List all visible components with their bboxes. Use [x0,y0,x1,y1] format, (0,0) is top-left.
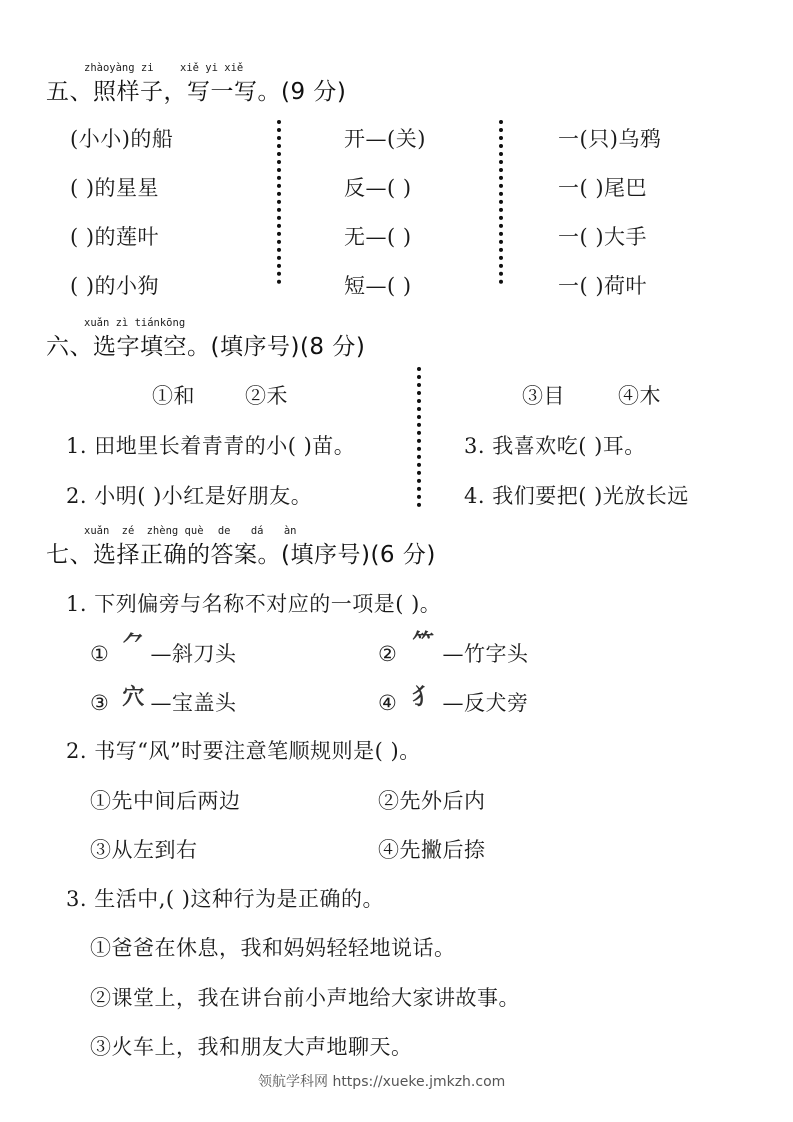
s6-question: 4. 我们要把( )光放长远 [464,484,689,508]
section5-title: 五、照样子，写一写。(9 分) [46,79,347,105]
q2-question: 2. 书写“风”时要注意笔顺规则是( )。 [66,739,421,763]
q1-option-3 [90,686,237,717]
s6-question: 3. 我喜欢吃( )耳。 [464,434,646,458]
s5-col2-item: 开—(关) [344,127,426,151]
option-number: ① [90,642,110,666]
dotted-divider [277,120,281,284]
s6-question: 2. 小明( )小红是好朋友。 [66,484,313,508]
radical-bamboo-icon: ⺮ [412,630,435,655]
pinyin-syllable: què [184,525,204,537]
dotted-divider [499,120,503,284]
radical-dog-icon: 犭 [412,685,435,710]
radical-slanted-knife-icon: ⺈ [122,632,145,657]
radical-name: —竹字头 [442,642,529,666]
s5-col2-item: 短—( ) [344,274,412,298]
s5-col1-item: ( )的莲叶 [70,225,160,249]
q3-option: ①爸爸在休息，我和妈妈轻轻地说话。 [90,936,456,960]
s5-col1-item: ( )的小狗 [70,274,160,298]
section7-title: 七、选择正确的答案。(填序号)(6 分) [46,542,436,568]
pinyin-syllable: àn [283,525,297,537]
s6-question: 1. 田地里长着青青的小( )苗。 [66,434,356,458]
s5-col3-item: 一( )荷叶 [558,274,648,298]
pinyin-syllable: zhèng [146,525,179,537]
option-number: ② [378,642,398,666]
radical-cave-icon: 穴 [122,685,145,710]
section5-pinyin-1: zhàoyàng zi [84,62,154,74]
section5-pinyin-2: xiě yi xiě [180,62,244,74]
footer-watermark: 领航学科网 https://xueke.jmkzh.com [258,1074,506,1090]
q1-option-4 [378,686,529,717]
section6-title: 六、选字填空。(填序号)(8 分) [46,334,366,360]
section6-pinyin: xuǎn zì tiánkōng [84,317,186,329]
s6-option: ①和 [152,384,195,408]
q2-option: ④先撇后捺 [378,838,486,862]
option-number: ④ [378,691,398,715]
pinyin-syllable: de [217,525,231,537]
s5-col1-item: (小小)的船 [70,127,174,151]
q1-option-1 [90,632,237,668]
dotted-divider [417,367,421,507]
q1-option-2 [378,630,529,668]
radical-name: —宝盖头 [150,691,237,715]
q2-option: ②先外后内 [378,789,486,813]
s6-option: ②禾 [245,384,288,408]
s5-col1-item: ( )的星星 [70,176,160,200]
q3-option: ②课堂上，我在讲台前小声地给大家讲故事。 [90,986,520,1010]
option-number: ③ [90,691,110,715]
pinyin-syllable: dá [250,525,264,537]
s5-col3-item: 一(只)乌鸦 [558,127,662,151]
s5-col3-item: 一( )大手 [558,225,648,249]
radical-name: —斜刀头 [150,642,237,666]
q3-option: ③火车上，我和朋友大声地聊天。 [90,1035,413,1059]
s6-option: ④木 [618,384,661,408]
q2-option: ③从左到右 [90,838,198,862]
s5-col3-item: 一( )尾巴 [558,176,648,200]
q1-question: 1. 下列偏旁与名称不对应的一项是( )。 [66,592,442,616]
pinyin-syllable: xuǎn [84,525,110,537]
q3-question: 3. 生活中,( )这种行为是正确的。 [66,887,384,911]
s5-col2-item: 无—( ) [344,225,412,249]
q2-option: ①先中间后两边 [90,789,241,813]
s6-option: ③目 [522,384,565,408]
pinyin-syllable: zé [121,525,135,537]
s5-col2-item: 反—( ) [344,176,412,200]
radical-name: —反犬旁 [442,691,529,715]
